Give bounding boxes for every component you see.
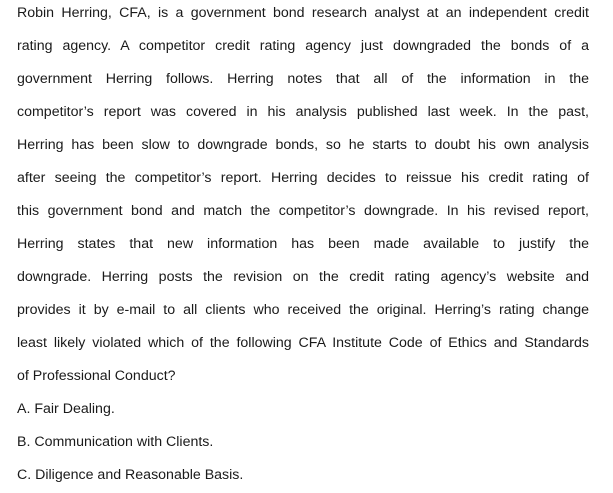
question-line: least likely violated which of the following CFA Institute Code of Ethics and Standards [17, 335, 589, 351]
question-line: Robin Herring, CFA, is a government bond research analyst at an independent credit [17, 5, 589, 21]
question-line: government Herring follows. Herring notes that all of the information in the [17, 71, 589, 87]
option-a: A. Fair Dealing. [17, 401, 115, 417]
question-line: competitor’s report was covered in his analysis published last week. In the past, [17, 104, 589, 120]
option-c: C. Diligence and Reasonable Basis. [17, 467, 244, 483]
question-line: rating agency. A competitor credit rating agency just downgraded the bonds of a [17, 38, 589, 54]
question-line: this government bond and match the competitor’s downgrade. In his revised report, [17, 203, 589, 219]
question-line: Herring has been slow to downgrade bonds, so he starts to doubt his own analysis [17, 137, 589, 153]
question-line: downgrade. Herring posts the revision on the credit rating agency’s website and [17, 269, 589, 285]
question-line: after seeing the competitor’s report. Herring decides to reissue his credit rating of [17, 170, 589, 186]
question-line: provides it by e-mail to all clients who received the original. Herring’s rating change [17, 302, 589, 318]
question-line: Herring states that new information has been made available to justify the [17, 236, 589, 252]
option-b: B. Communication with Clients. [17, 434, 214, 450]
question-line: of Professional Conduct? [17, 368, 176, 384]
